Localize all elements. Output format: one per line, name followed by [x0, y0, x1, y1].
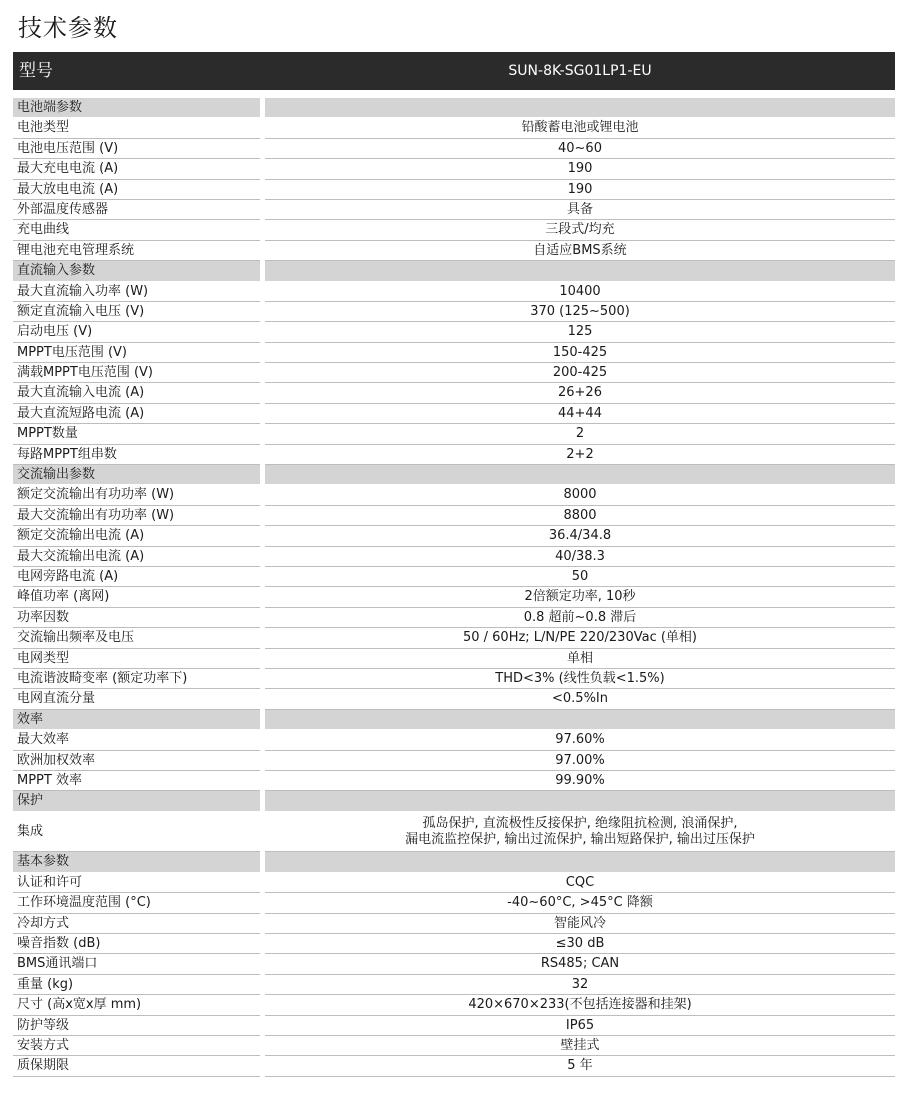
- spec-value: 99.90%: [265, 771, 895, 791]
- spec-label: 电网直流分量: [13, 689, 260, 709]
- spec-row: [13, 159, 895, 179]
- spec-value: 125: [265, 322, 895, 342]
- spec-value: 0.8 超前~0.8 滞后: [265, 608, 895, 628]
- spec-value: 420×670×233(不包括连接器和挂架): [265, 995, 895, 1015]
- spec-row: [13, 914, 895, 934]
- section-title: 交流输出参数: [13, 465, 260, 485]
- section-header-row: [13, 852, 895, 872]
- section-value-cell: [265, 465, 895, 485]
- spec-row: [13, 302, 895, 322]
- spec-value: 200-425: [265, 363, 895, 383]
- spec-label: 欧洲加权效率: [13, 751, 260, 771]
- section-header-row: [13, 98, 895, 118]
- spec-value: ≤30 dB: [265, 934, 895, 954]
- spec-label: 重量 (kg): [13, 975, 260, 995]
- spec-label: 最大直流输入电流 (A): [13, 383, 260, 403]
- spec-row: [13, 1036, 895, 1056]
- spec-label: 最大直流输入功率 (W): [13, 282, 260, 302]
- spec-row: [13, 954, 895, 974]
- spec-row: [13, 975, 895, 995]
- spec-label: 电池类型: [13, 118, 260, 138]
- spec-row: [13, 282, 895, 302]
- spec-value: 36.4/34.8: [265, 526, 895, 546]
- spec-value: 97.60%: [265, 730, 895, 750]
- spec-row: [13, 485, 895, 505]
- spec-value: 190: [265, 159, 895, 179]
- spec-label: 电网类型: [13, 649, 260, 669]
- spec-label: 功率因数: [13, 608, 260, 628]
- spec-label: 额定交流输出有功功率 (W): [13, 485, 260, 505]
- spec-label: 尺寸 (高x宽x厚 mm): [13, 995, 260, 1015]
- spec-value: THD<3% (线性负载<1.5%): [265, 669, 895, 689]
- spec-label: MPPT 效率: [13, 771, 260, 791]
- spec-label: 满载MPPT电压范围 (V): [13, 363, 260, 383]
- spec-value: 2+2: [265, 445, 895, 465]
- spec-row: [13, 873, 895, 893]
- spec-label: 最大放电电流 (A): [13, 180, 260, 200]
- spec-label: MPPT数量: [13, 424, 260, 444]
- spec-value: 铅酸蓄电池或锂电池: [265, 118, 895, 138]
- spec-row: [13, 587, 895, 607]
- spec-row: [13, 241, 895, 261]
- spec-label: 外部温度传感器: [13, 200, 260, 220]
- spec-table: [13, 98, 895, 1077]
- spec-label: 最大效率: [13, 730, 260, 750]
- spec-label: BMS通讯端口: [13, 954, 260, 974]
- section-value-cell: [265, 852, 895, 872]
- spec-label: 额定交流输出电流 (A): [13, 526, 260, 546]
- spec-label: 最大交流输出有功功率 (W): [13, 506, 260, 526]
- spec-value: 5 年: [265, 1056, 895, 1076]
- spec-row: [13, 526, 895, 546]
- section-title: 保护: [13, 791, 260, 811]
- spec-label: MPPT电压范围 (V): [13, 343, 260, 363]
- spec-label: 启动电压 (V): [13, 322, 260, 342]
- spec-label: 冷却方式: [13, 914, 260, 934]
- spec-row: [13, 995, 895, 1015]
- spec-value: 8800: [265, 506, 895, 526]
- spec-value: [265, 812, 895, 853]
- spec-value-line: 孤岛保护, 直流极性反接保护, 绝缘阻抗检测, 浪涌保护,: [422, 815, 738, 831]
- spec-value: 40/38.3: [265, 547, 895, 567]
- section-header-row: [13, 465, 895, 485]
- model-label: 型号: [19, 61, 53, 81]
- spec-row: [13, 1016, 895, 1036]
- spec-row: [13, 322, 895, 342]
- spec-value: RS485; CAN: [265, 954, 895, 974]
- spec-label: 电池电压范围 (V): [13, 139, 260, 159]
- spec-label: 电流谐波畸变率 (额定功率下): [13, 669, 260, 689]
- spec-value: -40~60°C, >45°C 降额: [265, 893, 895, 913]
- spec-label: 每路MPPT组串数: [13, 445, 260, 465]
- spec-row: [13, 771, 895, 791]
- section-header-row: [13, 710, 895, 730]
- spec-row: [13, 751, 895, 771]
- spec-row: [13, 893, 895, 913]
- section-title: 直流输入参数: [13, 261, 260, 281]
- spec-label: 最大充电电流 (A): [13, 159, 260, 179]
- spec-row: [13, 404, 895, 424]
- spec-value: 智能风冷: [265, 914, 895, 934]
- spec-value-line: 漏电流监控保护, 输出过流保护, 输出短路保护, 输出过压保护: [405, 831, 755, 847]
- spec-value: IP65: [265, 1016, 895, 1036]
- spec-row: [13, 608, 895, 628]
- spec-value: 97.00%: [265, 751, 895, 771]
- spec-value: 三段式/均充: [265, 220, 895, 240]
- spec-label: 认证和许可: [13, 873, 260, 893]
- section-title: 基本参数: [13, 852, 260, 872]
- spec-label: 集成: [13, 812, 260, 853]
- spec-row: [13, 628, 895, 648]
- spec-value: 10400: [265, 282, 895, 302]
- spec-value: <0.5%In: [265, 689, 895, 709]
- spec-row: [13, 118, 895, 138]
- spec-row: [13, 343, 895, 363]
- section-title: 效率: [13, 710, 260, 730]
- section-value-cell: [265, 261, 895, 281]
- spec-label: 电网旁路电流 (A): [13, 567, 260, 587]
- spec-label: 噪音指数 (dB): [13, 934, 260, 954]
- section-value-cell: [265, 791, 895, 811]
- spec-value: 8000: [265, 485, 895, 505]
- spec-row: [13, 730, 895, 750]
- spec-label: 安装方式: [13, 1036, 260, 1056]
- page-title: 技术参数: [18, 14, 118, 42]
- spec-value: 370 (125~500): [265, 302, 895, 322]
- spec-row: [13, 424, 895, 444]
- spec-value: 32: [265, 975, 895, 995]
- spec-value: 50 / 60Hz; L/N/PE 220/230Vac (单相): [265, 628, 895, 648]
- spec-value: 190: [265, 180, 895, 200]
- spec-value: CQC: [265, 873, 895, 893]
- spec-row: [13, 689, 895, 709]
- spec-value: 自适应BMS系统: [265, 241, 895, 261]
- spec-value: 150-425: [265, 343, 895, 363]
- spec-row: [13, 934, 895, 954]
- spec-label: 充电曲线: [13, 220, 260, 240]
- model-header-row: [13, 52, 895, 90]
- section-value-cell: [265, 98, 895, 118]
- spec-row: [13, 220, 895, 240]
- section-header-row: [13, 261, 895, 281]
- spec-value: 单相: [265, 649, 895, 669]
- spec-value: 50: [265, 567, 895, 587]
- spec-row: [13, 200, 895, 220]
- spec-row: [13, 139, 895, 159]
- spec-value: 2倍额定功率, 10秒: [265, 587, 895, 607]
- spec-row: [13, 445, 895, 465]
- spec-row: [13, 363, 895, 383]
- spec-value: 26+26: [265, 383, 895, 403]
- model-value: SUN-8K-SG01LP1-EU: [508, 63, 652, 79]
- spec-row: [13, 547, 895, 567]
- spec-value: 壁挂式: [265, 1036, 895, 1056]
- section-header-row: [13, 791, 895, 811]
- spec-row: [13, 506, 895, 526]
- spec-row: [13, 567, 895, 587]
- spec-row: [13, 669, 895, 689]
- spec-value: 44+44: [265, 404, 895, 424]
- spec-label: 峰值功率 (离网): [13, 587, 260, 607]
- spec-label: 最大直流短路电流 (A): [13, 404, 260, 424]
- spec-row: [13, 1056, 895, 1076]
- section-value-cell: [265, 710, 895, 730]
- spec-label: 额定直流输入电压 (V): [13, 302, 260, 322]
- spec-value: 40~60: [265, 139, 895, 159]
- section-title: 电池端参数: [13, 98, 260, 118]
- spec-label: 质保期限: [13, 1056, 260, 1076]
- spec-value: 具备: [265, 200, 895, 220]
- spec-value: 2: [265, 424, 895, 444]
- spec-label: 工作环境温度范围 (°C): [13, 893, 260, 913]
- spec-row: [13, 649, 895, 669]
- spec-row: [13, 383, 895, 403]
- spec-row: [13, 812, 895, 853]
- spec-label: 防护等级: [13, 1016, 260, 1036]
- spec-label: 锂电池充电管理系统: [13, 241, 260, 261]
- spec-label: 最大交流输出电流 (A): [13, 547, 260, 567]
- spec-row: [13, 180, 895, 200]
- spec-label: 交流输出频率及电压: [13, 628, 260, 648]
